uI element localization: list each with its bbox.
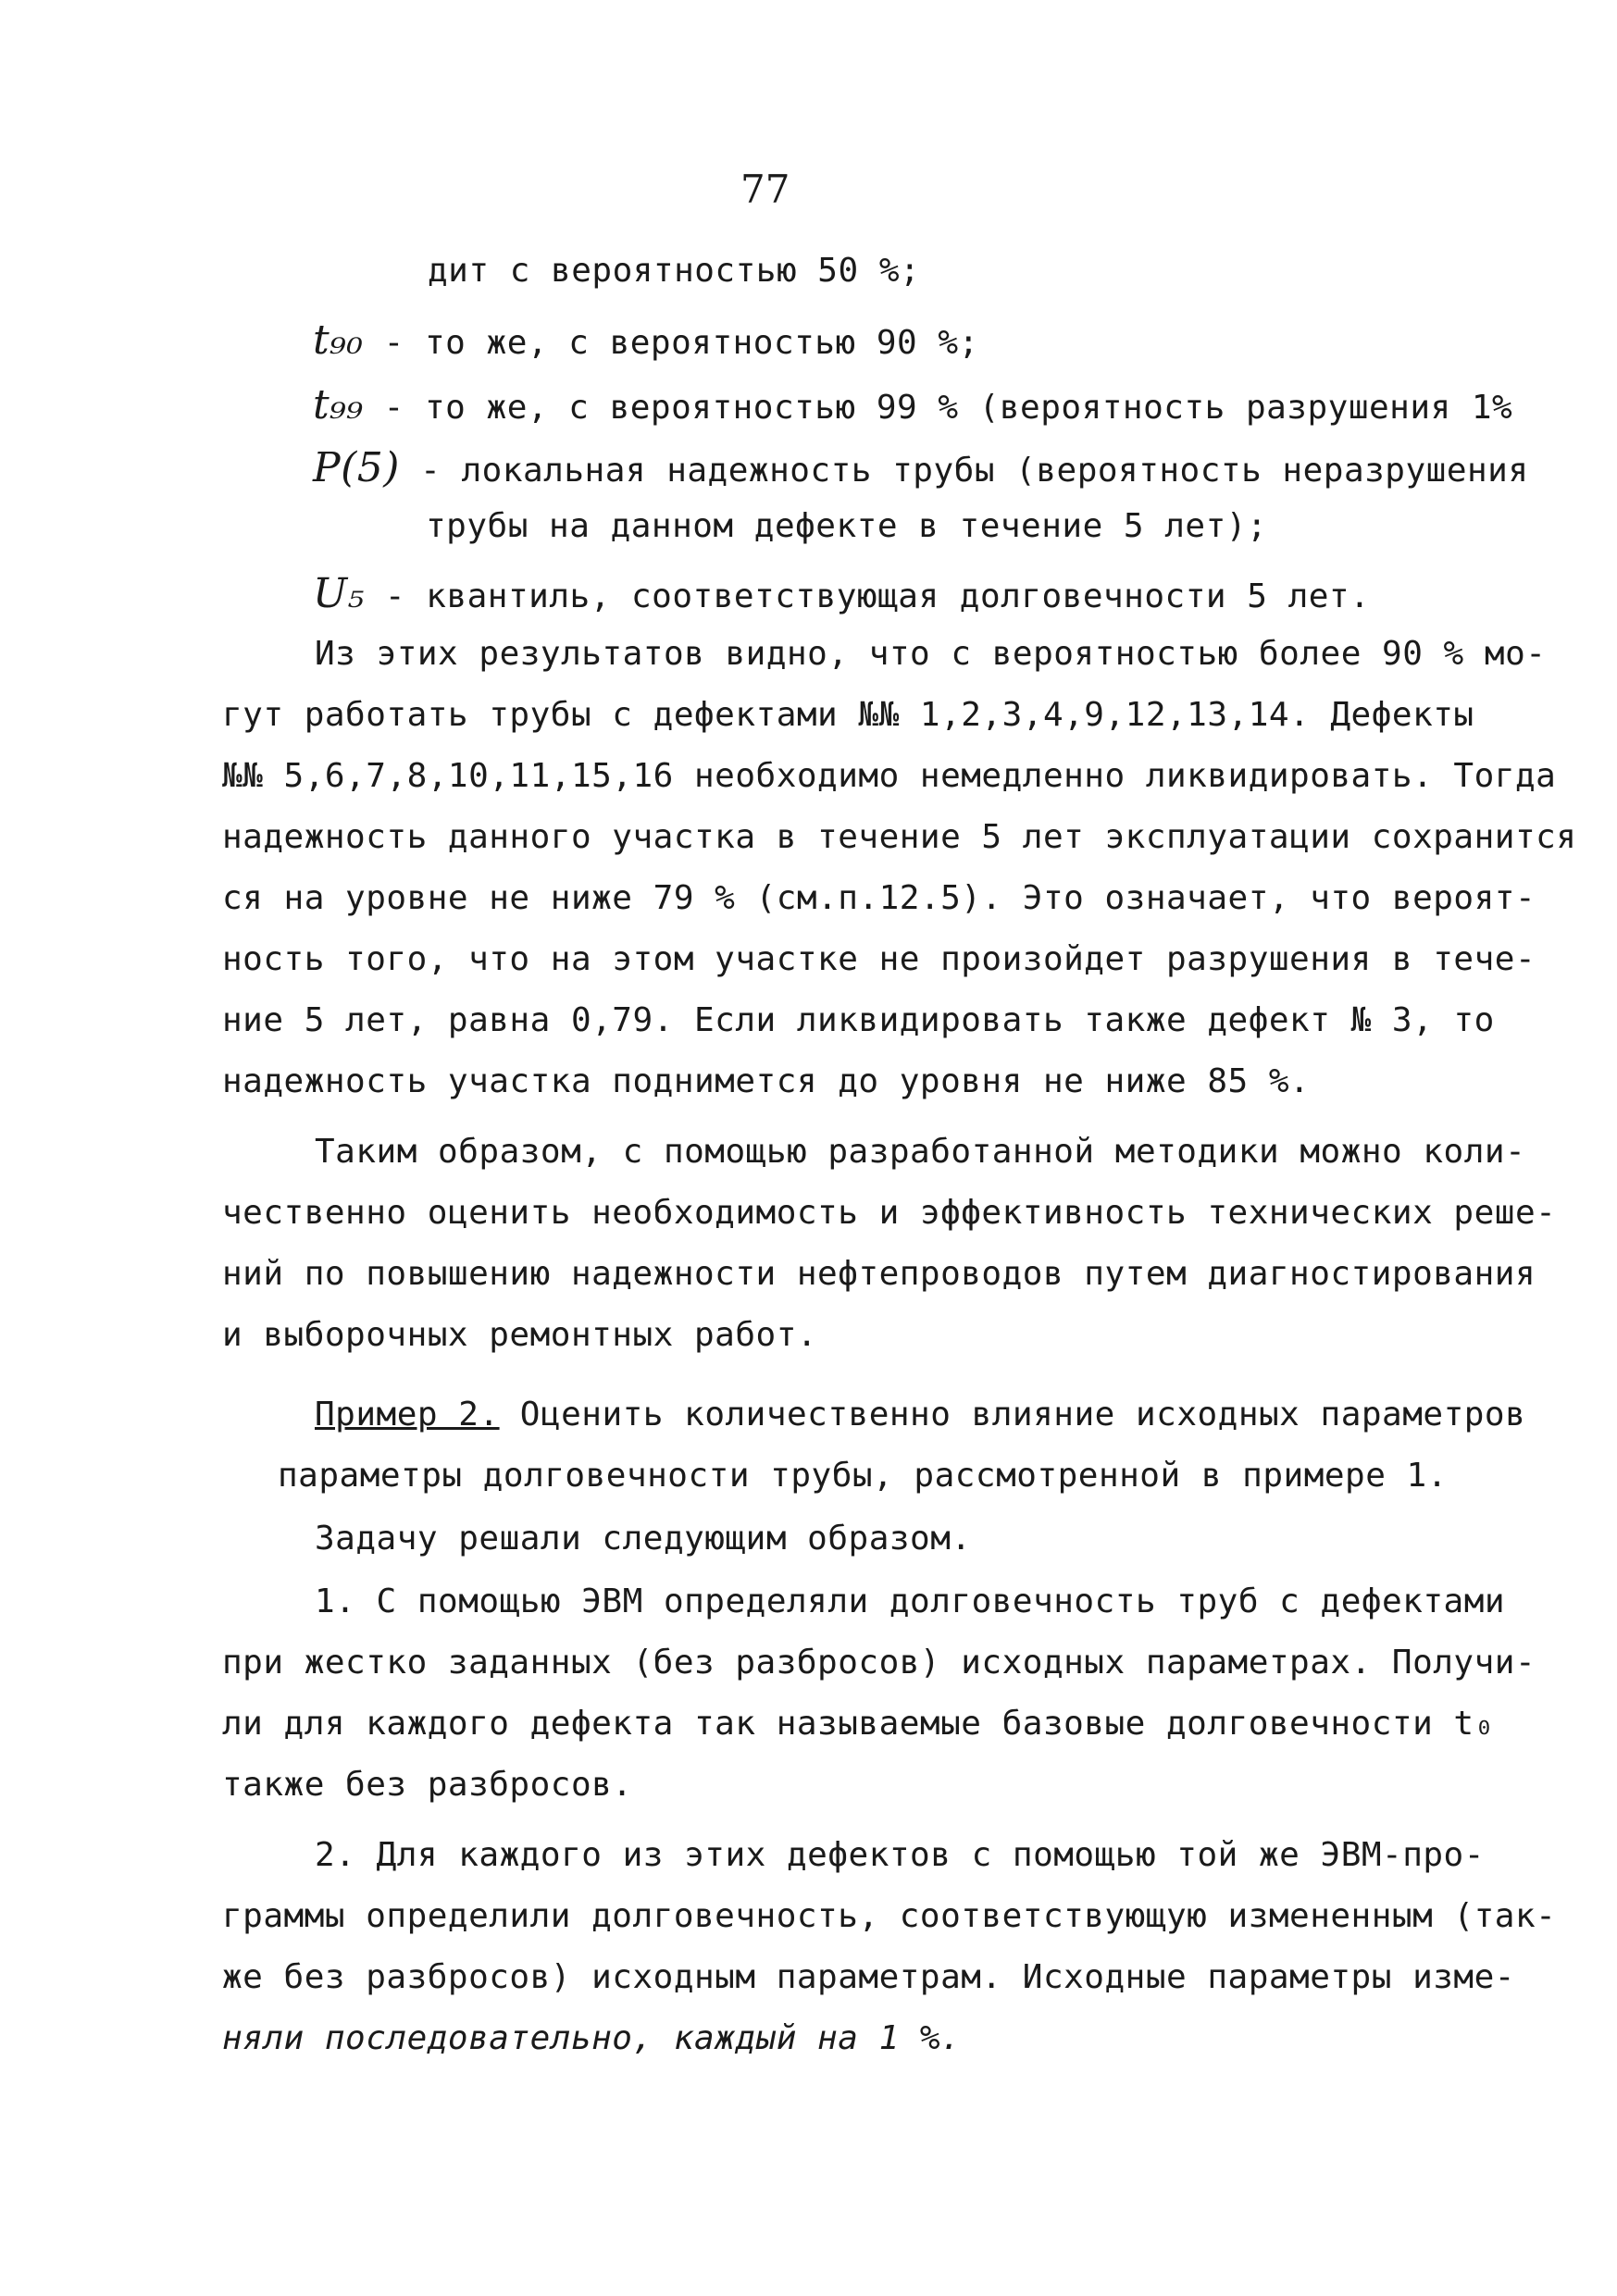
paragraph-line: граммы определили долговечность, соответствующую измененным (так- [222,1897,1557,1935]
page-number: 77 [740,167,790,212]
definition-symbol: P(5) [313,444,400,491]
paragraph-line: ний по повышению надежности нефтепроводов путем диагностирования [222,1255,1536,1293]
definition-symbol: t₉₉ [313,381,364,428]
paragraph-line: Из этих результатов видно, что с вероятностью более 90 % мо- [315,635,1547,673]
paragraph-line: Таким образом, с помощью разработанной методики можно коли- [315,1133,1526,1171]
paragraph-line: же без разбросов) исходным параметрам. Исходные параметры изме- [222,1958,1515,1996]
paragraph-line: при жестко заданных (без разбросов) исходных параметрах. Получи- [222,1644,1536,1682]
definition-line [313,381,1512,428]
paragraph-line: надежность участка поднимется до уровня не ниже 85 %. [222,1062,1311,1100]
definition-line [313,570,1370,617]
example-heading-line [315,1396,1525,1433]
definition-symbol: U₅ [313,570,365,617]
handwritten-line: няли последовательно, каждый на 1 %. [222,2019,962,2057]
paragraph-line: Задачу решали следующим образом. [315,1520,972,1558]
paragraph-line: чественно оценить необходимость и эффективность технических реше- [222,1194,1557,1232]
paragraph-line: ся на уровне не ниже 79 % (см.п.12.5). Это означает, что вероят- [222,879,1536,917]
definition-text: трубы на данном дефекте в течение 5 лет); [426,507,1268,545]
example-text: Оценить количественно влияние исходных параметров [499,1396,1526,1433]
definition-text: - то же, с вероятностью 90 %; [383,324,979,362]
paragraph-line: ность того, что на этом участке не произойдет разрушения в тече- [222,940,1536,978]
paragraph-line: 2. Для каждого из этих дефектов с помощью той же ЭВМ-про- [315,1836,1485,1874]
definition-line [313,316,979,364]
paragraph-line: 1. С помощью ЭВМ определяли долговечность труб с дефектами [315,1582,1506,1620]
example-label: Пример 2. [315,1396,500,1433]
paragraph-line: №№ 5,6,7,8,10,11,15,16 необходимо немедленно ликвидировать. Тогда [222,757,1557,795]
definition-text: - локальная надежность трубы (вероятность неразрушения [420,452,1529,490]
paragraph-line: параметры долговечности трубы, рассмотренной в примере 1. [278,1457,1448,1495]
definition-line [428,252,920,290]
paragraph-line: надежность данного участка в течение 5 лет эксплуатации сохранится [222,818,1577,856]
paragraph-line: гут работать трубы с дефектами №№ 1,2,3,4,9,12,13,14. Дефекты [222,696,1474,734]
definition-line [426,507,1267,545]
paragraph-line: ние 5 лет, равна 0,79. Если ликвидировать также дефект № 3, то [222,1001,1495,1039]
definition-text: - квантиль, соответствующая долговечности 5 лет. [384,577,1371,615]
paragraph-line: также без разбросов. [222,1766,633,1804]
definition-line [313,444,1529,491]
paragraph-line: ли для каждого дефекта так называемые базовые долговечности t₀ [222,1705,1495,1743]
definition-text: дит с вероятностью 50 %; [428,252,921,290]
definition-text: - то же, с вероятностью 99 % (вероятность разрушения 1% [383,389,1513,427]
definition-symbol: t₉₀ [313,316,364,364]
paragraph-line: и выборочных ремонтных работ. [222,1316,818,1354]
